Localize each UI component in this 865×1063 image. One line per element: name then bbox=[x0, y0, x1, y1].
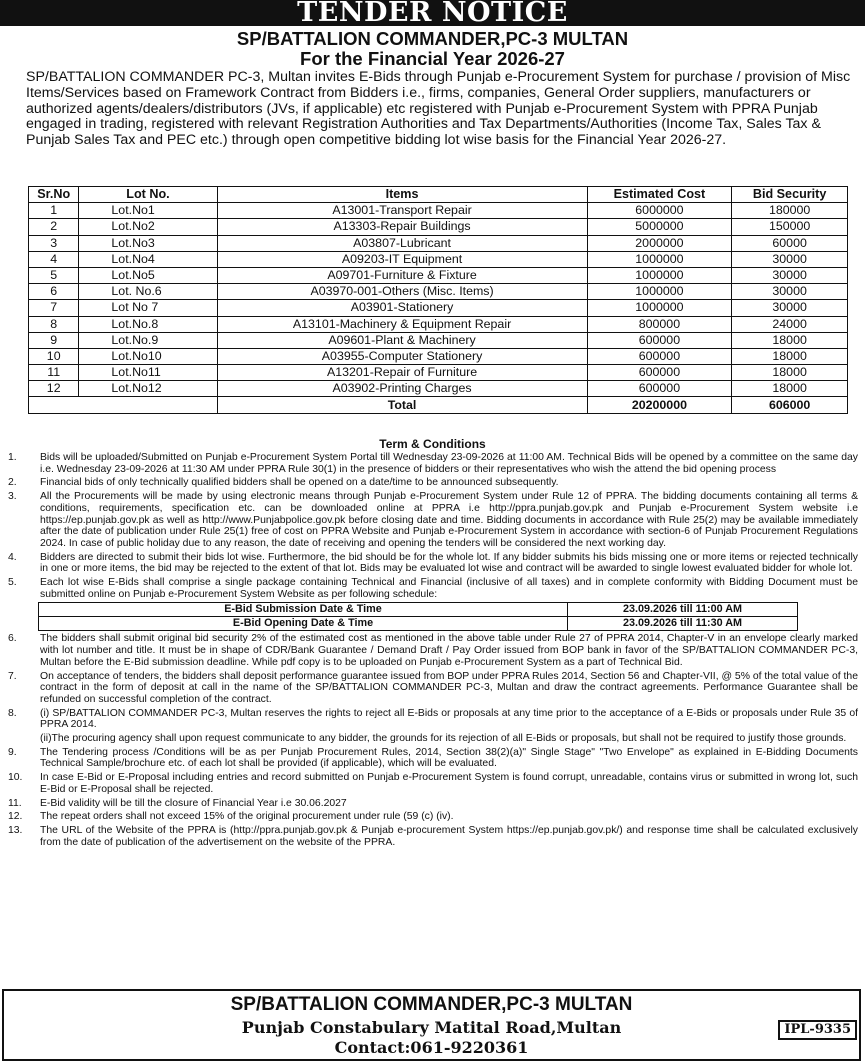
cell-sr-no: 4 bbox=[29, 251, 79, 267]
cell-bid-security: 18000 bbox=[732, 381, 848, 397]
cell-item: A13303-Repair Buildings bbox=[217, 219, 587, 235]
cell-estimated-cost: 600000 bbox=[587, 365, 732, 381]
terms-list bbox=[8, 452, 858, 850]
cell-bid-security: 30000 bbox=[732, 284, 848, 300]
cell-sr-no: 6 bbox=[29, 284, 79, 300]
cell-lot-no: Lot.No12 bbox=[79, 381, 217, 397]
total-spacer bbox=[29, 397, 218, 413]
footer-box bbox=[2, 989, 861, 1061]
table-row bbox=[29, 235, 848, 251]
cell-item: A09601-Plant & Machinery bbox=[217, 332, 587, 348]
cell-sr-no: 11 bbox=[29, 365, 79, 381]
banner-title: TENDER NOTICE bbox=[0, 0, 865, 26]
schedule-label: E-Bid Submission Date & Time bbox=[39, 603, 568, 617]
cell-item: A09203-IT Equipment bbox=[217, 251, 587, 267]
cell-estimated-cost: 6000000 bbox=[587, 203, 732, 219]
schedule-label: E-Bid Opening Date & Time bbox=[39, 617, 568, 631]
total-bid-security: 606000 bbox=[732, 397, 848, 413]
cell-item: A03902-Printing Charges bbox=[217, 381, 587, 397]
term-text: Bidders are directed to submit their bids lot wise. Furthermore, the bid should be for the whole lot. If any bidder submits his bids missing one or more items or rejected technically in one or more items, the bid may be rejected to the extent of that lot. Bids may be evaluated lot wise and contract will be awarded to single lowest evaluated bidder for whole lot. bbox=[40, 551, 858, 575]
term-item bbox=[8, 633, 858, 668]
term-number: 1. bbox=[8, 452, 17, 463]
cell-item: A03970-001-Others (Misc. Items) bbox=[217, 284, 587, 300]
cell-item: A09701-Furniture & Fixture bbox=[217, 267, 587, 283]
term-item bbox=[8, 671, 858, 706]
cell-lot-no: Lot.No3 bbox=[79, 235, 217, 251]
cell-sr-no: 7 bbox=[29, 300, 79, 316]
cell-sr-no: 5 bbox=[29, 267, 79, 283]
term-text: The bidders shall submit original bid security 2% of the estimated cost as mentioned in the above table under Rule 27 of PPRA 2014, Chapter-V in an envelope clearly marked with lot number and title. It must be in shape of CDR/Bank Guarantee / Demand Draft / Pay Order issued from BOP bank in favor of the SP/BATTALION COMMANDER PC-3, Multan before the E-Bid submission deadline. While pdf copy is to be uploaded on Punjab e-Procurement System as a part of Technical Bid. bbox=[40, 633, 858, 668]
table-row bbox=[29, 300, 848, 316]
table-row bbox=[29, 332, 848, 348]
cell-estimated-cost: 1000000 bbox=[587, 300, 732, 316]
cell-bid-security: 24000 bbox=[732, 316, 848, 332]
cell-sr-no: 10 bbox=[29, 348, 79, 364]
term-item bbox=[8, 811, 858, 823]
cell-lot-no: Lot.No10 bbox=[79, 348, 217, 364]
table-row bbox=[29, 365, 848, 381]
cell-estimated-cost: 600000 bbox=[587, 332, 732, 348]
cell-lot-no: Lot.No.8 bbox=[79, 316, 217, 332]
term-number: 6. bbox=[8, 633, 17, 645]
term-text: In case E-Bid or E-Proposal including entries and record submitted on Punjab e-Procurement System is found corrupt, unreadable, contains virus or submitted in wrong lot, such E-Bid or E-Proposal shall be rejected. bbox=[40, 772, 858, 795]
cell-bid-security: 18000 bbox=[732, 365, 848, 381]
term-text: On acceptance of tenders, the bidders shall deposit performance guarantee issued from BOP under PPRA Rules 2014, Section 56 and Chapter-VII, @ 5% of the total value of the contract in the form of deposit at call in the name of the SP/BATTALION COMMANDER PC-3, Multan and draw the contract agreements. Performance Guarantee shall be refunded on successful completion of the contract. bbox=[40, 670, 858, 705]
term-item bbox=[8, 477, 858, 489]
table-row bbox=[29, 251, 848, 267]
lots-table bbox=[28, 186, 848, 414]
issuer-heading: SP/BATTALION COMMANDER,PC-3 MULTAN bbox=[236, 28, 629, 49]
term-text: All the Procurements will be made by using electronic means through Punjab e-Procurement System under Rule 12 of PPRA. The bidding documents containing all terms & conditions, requirements, specification etc. can be downloaded online at PPRA i.e http://ppra.punjab.gov.pk and Punjab e-Procurement System website i.e https://ep.punjab.gov.pk as well as http://www.Punjabpolice.gov.pk before closing date and time. Bidding documents in accordance with Rule 25(2) may be available immediately after the date of publication under Rule 25(1) free of cost on PPRA Website and Punjab e-Procurement System in accordance with section-6 of Punjab Procurement Regulations 2024. In case of public holiday due to any reason, the date of receiving and opening the tenders will be considered the next working day. bbox=[40, 491, 858, 549]
cell-sr-no: 9 bbox=[29, 332, 79, 348]
table-row bbox=[29, 316, 848, 332]
term-text: (i) SP/BATTALION COMMANDER PC-3, Multan reserves the rights to reject all E-Bids or proposals at any time prior to the acceptance of a E-Bids or proposals under Rule 35 of PPRA 2014. bbox=[40, 707, 858, 731]
cell-item: A03955-Computer Stationery bbox=[217, 348, 587, 364]
cell-estimated-cost: 600000 bbox=[587, 381, 732, 397]
table-row bbox=[29, 203, 848, 219]
term-item bbox=[8, 577, 858, 600]
schedule-value: 23.09.2026 till 11:30 AM bbox=[568, 617, 798, 631]
header-sr-no: Sr.No bbox=[29, 187, 79, 203]
header-lot-no: Lot No. bbox=[79, 187, 217, 203]
cell-sr-no: 3 bbox=[29, 235, 79, 251]
term-text: The repeat orders shall not exceed 15% of the original procurement under rule (59 (c) (iv). bbox=[40, 811, 454, 823]
cell-estimated-cost: 800000 bbox=[587, 316, 732, 332]
term-text: E-Bid validity will be till the closure of Financial Year i.e 30.06.2027 bbox=[40, 797, 347, 809]
term-item bbox=[8, 772, 858, 795]
term-item bbox=[8, 798, 858, 810]
term-item bbox=[8, 747, 858, 770]
cell-estimated-cost: 1000000 bbox=[587, 267, 732, 283]
term-text: Financial bids of only technically qualified bidders shall be opened on a date/time to be announced subsequently. bbox=[40, 477, 559, 489]
term-text: The Tendering process /Conditions will be as per Punjab Procurement Rules, 2014, Section 38(2)(a)" Single Stage" "Two Envelope" as explained in E-Bidding Documents Technical Sample/brochure etc. of each lot shall be provided (if applicable), which will be evaluated. bbox=[40, 746, 858, 770]
total-estimated-cost: 20200000 bbox=[587, 397, 732, 413]
term-item bbox=[8, 452, 858, 475]
schedule-table bbox=[38, 602, 798, 631]
term-number: 13. bbox=[8, 824, 23, 836]
cell-bid-security: 150000 bbox=[732, 219, 848, 235]
cell-item: A13001-Transport Repair bbox=[217, 203, 587, 219]
terms-title: Term & Conditions bbox=[379, 437, 486, 451]
cell-lot-no: Lot.No.9 bbox=[79, 332, 217, 348]
term-number bbox=[8, 733, 40, 745]
footer-contact: Contact:061-9220361 bbox=[334, 1038, 529, 1057]
cell-bid-security: 18000 bbox=[732, 348, 848, 364]
total-label: Total bbox=[217, 397, 587, 413]
cell-bid-security: 180000 bbox=[732, 203, 848, 219]
cell-sr-no: 12 bbox=[29, 381, 79, 397]
cell-sr-no: 1 bbox=[29, 203, 79, 219]
term-text: The URL of the Website of the PPRA is (http://ppra.punjab.gov.pk & Punjab e-procurement System https://ep.punjab.gov.pk/) and response time shall be calculated exclusively from the date of publication of the advertisement on the website of the PPRA. bbox=[40, 824, 858, 848]
cell-bid-security: 30000 bbox=[732, 300, 848, 316]
cell-item: A13101-Machinery & Equipment Repair bbox=[217, 316, 587, 332]
table-row bbox=[29, 267, 848, 283]
table-row bbox=[29, 348, 848, 364]
cell-lot-no: Lot.No2 bbox=[79, 219, 217, 235]
cell-bid-security: 60000 bbox=[732, 235, 848, 251]
term-number: 3. bbox=[8, 491, 17, 503]
cell-estimated-cost: 5000000 bbox=[587, 219, 732, 235]
cell-bid-security: 30000 bbox=[732, 267, 848, 283]
cell-item: A03807-Lubricant bbox=[217, 235, 587, 251]
term-number: 5. bbox=[8, 577, 17, 589]
cell-lot-no: Lot.No5 bbox=[79, 267, 217, 283]
schedule-row bbox=[39, 617, 798, 631]
term-number: 2. bbox=[8, 477, 17, 489]
cell-lot-no: Lot.No11 bbox=[79, 365, 217, 381]
term-item bbox=[8, 733, 858, 745]
header-estimated-cost: Estimated Cost bbox=[587, 187, 732, 203]
lots-table-header bbox=[29, 187, 848, 203]
term-text: Each lot wise E-Bids shall comprise a single package containing Technical and Financial (inclusive of all taxes) and in complete conformity with Bidding Document must be submitted online on Punjab e-Procurement System Website as per following schedule: bbox=[40, 577, 858, 600]
cell-sr-no: 2 bbox=[29, 219, 79, 235]
cell-sr-no: 8 bbox=[29, 316, 79, 332]
total-row bbox=[29, 397, 848, 413]
term-text: Bids will be uploaded/Submitted on Punjab e-Procurement System Portal till Wednesday 23-09-2026 at 11:00 AM. Technical Bids will be opened by a committee on the same day i.e. Wednesday 23-09-2026 at 11:30 AM under PPRA Rule 30(1) in the presence of bidders or their representatives who wish the attend the bid opening process bbox=[40, 452, 858, 475]
cell-item: A13201-Repair of Furniture bbox=[217, 365, 587, 381]
intro-paragraph: SP/BATTALION COMMANDER PC-3, Multan invites E-Bids through Punjab e-Procurement System for purchase / provision of Misc Items/Services based on Framework Contract from Bidders i.e., firms, companies, General Order suppliers, manufacturers or authorized agents/dealers/distributors (JVs, if applicable) etc registered with Punjab e-Procurement System with PPRA Punjab engaged in trading, registered with relevant Registration Authorities and Tax Departments/Authorities (Income Tax, Sales Tax & Punjab Sales Tax and PEC etc.) through open competitive bidding lot wise basis for the Financial Year 2026-27. bbox=[26, 69, 851, 149]
term-item bbox=[8, 708, 858, 731]
cell-bid-security: 18000 bbox=[732, 332, 848, 348]
footer-address: Punjab Constabulary Matital Road,Multan bbox=[241, 1018, 622, 1037]
cell-lot-no: Lot.No1 bbox=[79, 203, 217, 219]
table-row bbox=[29, 381, 848, 397]
schedule-value: 23.09.2026 till 11:00 AM bbox=[568, 603, 798, 617]
term-number: 12. bbox=[8, 811, 23, 823]
cell-estimated-cost: 1000000 bbox=[587, 251, 732, 267]
term-number: 10. bbox=[8, 772, 23, 784]
ipl-badge: IPL-9335 bbox=[778, 1020, 857, 1040]
cell-lot-no: Lot No 7 bbox=[79, 300, 217, 316]
cell-lot-no: Lot.No4 bbox=[79, 251, 217, 267]
header-bid-security: Bid Security bbox=[732, 187, 848, 203]
header-items: Items bbox=[217, 187, 587, 203]
schedule-row bbox=[39, 603, 798, 617]
footer-issuer: SP/BATTALION COMMANDER,PC-3 MULTAN bbox=[230, 994, 633, 1015]
term-number: 8. bbox=[8, 707, 17, 719]
term-number: 9. bbox=[8, 746, 17, 758]
term-number: 7. bbox=[8, 670, 17, 682]
table-row bbox=[29, 284, 848, 300]
term-text: (ii)The procuring agency shall upon request communicate to any bidder, the grounds for its rejection of all E-Bids or proposals, but shall not be required to justify those grounds. bbox=[40, 733, 847, 745]
financial-year-heading: For the Financial Year 2026-27 bbox=[300, 48, 565, 69]
term-number: 4. bbox=[8, 551, 17, 563]
term-item bbox=[8, 491, 858, 550]
cell-lot-no: Lot. No.6 bbox=[79, 284, 217, 300]
cell-estimated-cost: 1000000 bbox=[587, 284, 732, 300]
term-number: 11. bbox=[8, 797, 22, 809]
term-item bbox=[8, 552, 858, 575]
cell-item: A03901-Stationery bbox=[217, 300, 587, 316]
cell-estimated-cost: 600000 bbox=[587, 348, 732, 364]
term-item bbox=[8, 825, 858, 848]
cell-estimated-cost: 2000000 bbox=[587, 235, 732, 251]
cell-bid-security: 30000 bbox=[732, 251, 848, 267]
table-row bbox=[29, 219, 848, 235]
